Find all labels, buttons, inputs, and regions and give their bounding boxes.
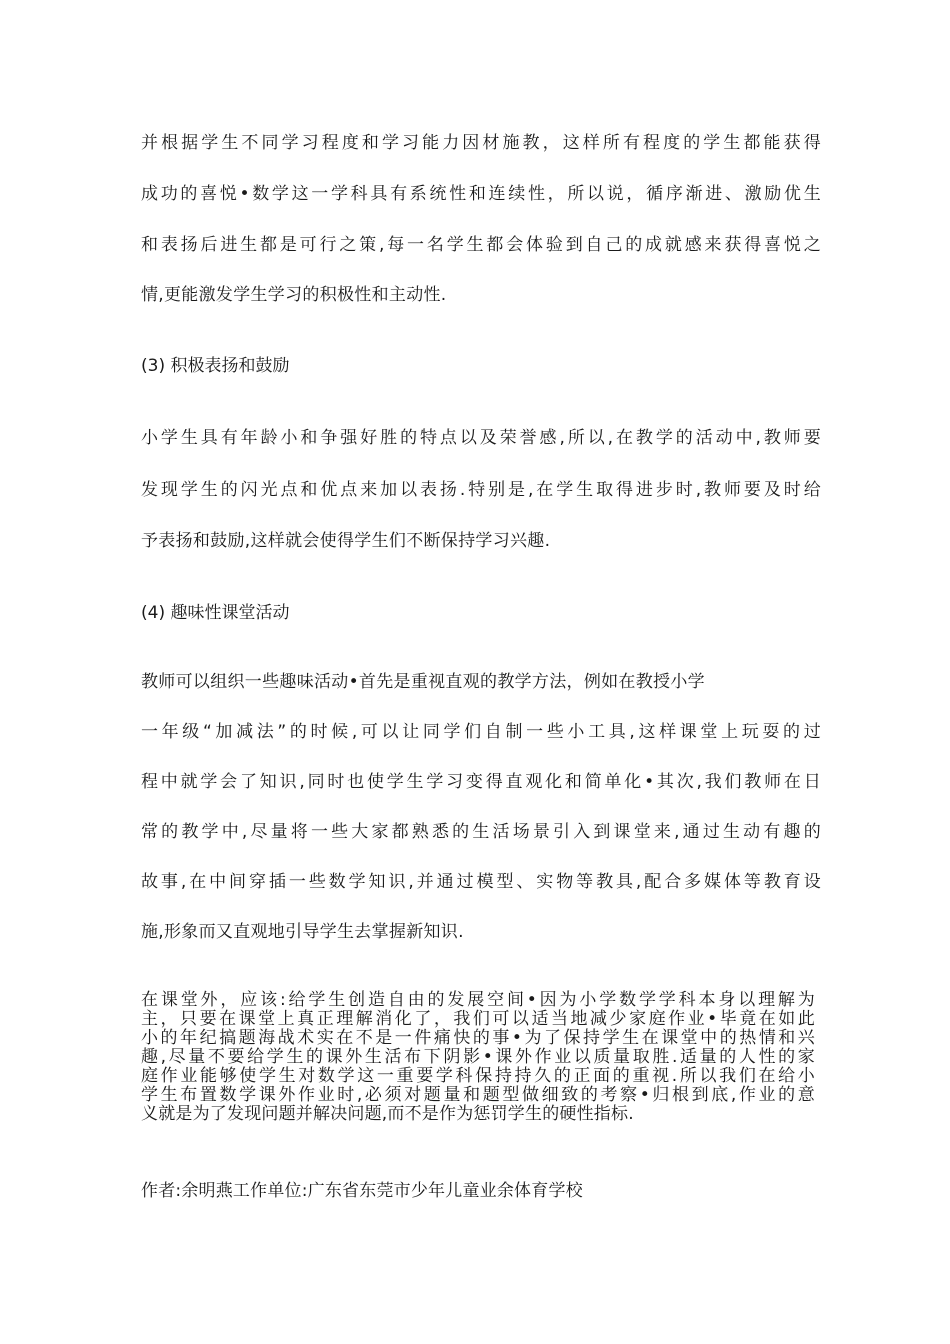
text-line: 程中就学会了知识,同时也使学生学习变得直观化和简单化•其次,我们教师在日 (141, 772, 821, 792)
text-line: 义就是为了发现问题并解决问题,而不是作为惩罚学生的硬性指标. (141, 1104, 634, 1124)
section-heading-4: (4) 趣味性课堂活动 (141, 603, 290, 623)
text-line: 故事,在中间穿插一些数学知识,并通过模型、实物等教具,配合多媒体等教育设 (141, 872, 821, 892)
text-line: 一年级“加减法”的时候,可以让同学们自制一些小工具,这样课堂上玩耍的过 (141, 722, 821, 742)
text-line: 趣,尽量不要给学生的课外生活布下阴影•课外作业以质量取胜.适量的人性的家 (141, 1047, 815, 1067)
text-line: 并根据学生不同学习程度和学习能力因材施教，这样所有程度的学生都能获得 (141, 133, 821, 153)
text-line: 在课堂外，应该:给学生创造自由的发展空间•因为小学数学学科本身以理解为 (141, 990, 815, 1010)
text-line: 学生布置数学课外作业时,必须对题量和题型做细致的考察•归根到底,作业的意 (141, 1085, 815, 1105)
section-heading-3: (3) 积极表扬和鼓励 (141, 356, 290, 376)
text-line: 主，只要在课堂上真正理解消化了，我们可以适当地减少家庭作业•毕竟在如此 (141, 1009, 815, 1029)
text-line: 和表扬后进生都是可行之策,每一名学生都会体验到自己的成就感来获得喜悦之 (141, 235, 821, 255)
text-line: 予表扬和鼓励,这样就会使得学生们不断保持学习兴趣. (141, 531, 551, 551)
text-line: 发现学生的闪光点和优点来加以表扬.特别是,在学生取得进步时,教师要及时给 (141, 480, 821, 500)
text-line: 情,更能激发学生学习的积极性和主动性. (141, 285, 447, 305)
text-line: 教师可以组织一些趣味活动•首先是重视直观的教学方法，例如在教授小学 (141, 672, 705, 692)
text-line: 成功的喜悦•数学这一学科具有系统性和连续性，所以说，循序渐进、激励优生 (141, 184, 821, 204)
text-line: 庭作业能够使学生对数学这一重要学科保持持久的正面的重视.所以我们在给小 (141, 1066, 815, 1086)
text-line: 小的年纪搞题海战术实在不是一件痛快的事•为了保持学生在课堂中的热情和兴 (141, 1028, 815, 1048)
text-line: 施,形象而又直观地引导学生去掌握新知识. (141, 922, 464, 942)
text-line: 常的教学中,尽量将一些大家都熟悉的生活场景引入到课堂来,通过生动有趣的 (141, 822, 821, 842)
author-info: 作者:余明燕工作单位:广东省东莞市少年儿童业余体育学校 (141, 1181, 583, 1201)
text-line: 小学生具有年龄小和争强好胜的特点以及荣誉感,所以,在教学的活动中,教师要 (141, 428, 821, 448)
